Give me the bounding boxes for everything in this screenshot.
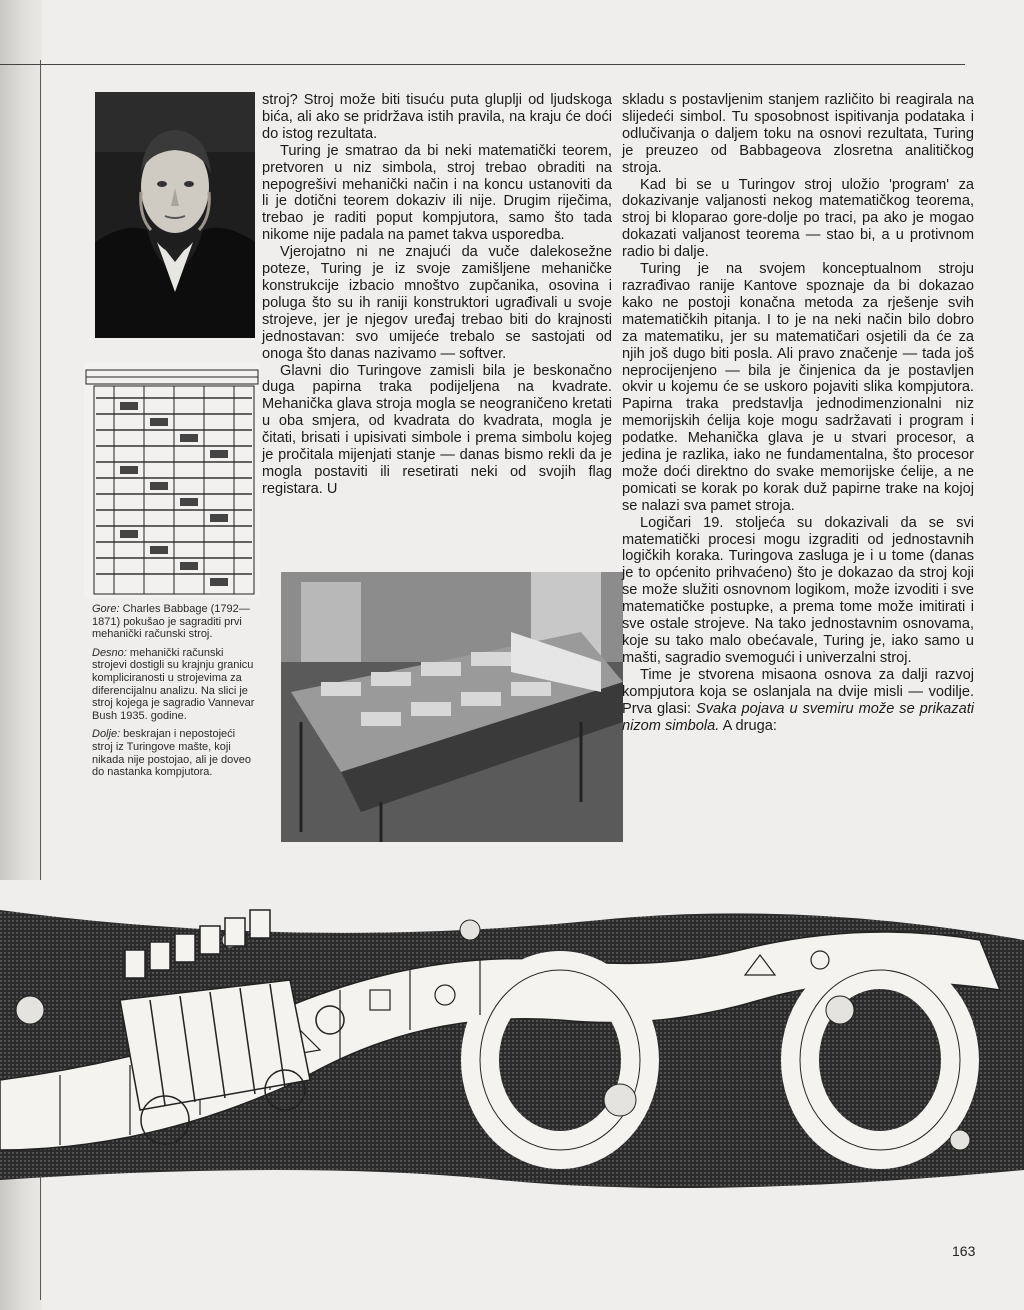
caption-top-text: Charles Babbage (1792—1871) pokušao je sagraditi prvi mehanički računski stroj. (92, 603, 250, 641)
image-captions (92, 603, 256, 785)
babbage-portrait (95, 92, 255, 338)
page-number: 163 (952, 1243, 976, 1259)
caption-right (92, 647, 256, 723)
caption-top-label: Gore: (92, 603, 120, 615)
caption-bottom-text: beskrajan i nepostojeći stroj iz Turingove mašte, koji nikada nije postojao, ali je doveo do nastanka kompjutora. (92, 728, 252, 779)
caption-bottom (92, 728, 256, 778)
caption-right-label: Desno: (92, 646, 127, 659)
caption-right-text: mehanički računski strojevi dostigli su krajnju granicu kompliciranosti u strojevima za diferencijalnu analizu. Na slici je stroj kojega je sagradio Vannevar Bush 1935. godine. (92, 646, 255, 722)
turing-machine-illustration (0, 880, 1024, 1225)
paragraph: skladu s postavljenim stanjem različito bi reagirala na slijedeći simbol. Tu sposobnost ispitivanja podataka i odlučivanja o daljem toku na osnovi rezultata, Turing je preuzeo od Babbageova zlosretna analitičkog stroja. (622, 92, 974, 176)
paragraph-text: Time je stvorena misaona osnova za dalji razvoj kompjutora koja se oslanjala na dvije misli — vodilje. Prva glasi: (622, 666, 974, 717)
differential-analyzer-photo (281, 572, 623, 842)
text-column-middle (262, 92, 612, 498)
paragraph: Vjerojatno ni ne znajući da vuče dalekosežne poteze, Turing je iz svoje zamišljene mehaničke konstrukcije izbacio mnoštvo zupčanika, osovina i poluga što su ih raniji konstruktori ugrađivali u svoje strojeve, jer je njegov uređaj trebao biti do krajnosti jednostavan: svo umijeće trebalo se sastojati od onoga što danas nazivamo — softver. (262, 244, 612, 362)
paragraph: Glavni dio Turingove zamisli bila je beskonačno duga papirna traka podijeljena na kvadrate. Mehanička glava stroja mogla se neograničeno kretati u oba smjera, od kvadrata do kvadrata, mogla je čitati, brisati i upisivati simbole i prema simbolu kojeg je pročitala mijenjati stanje — danas bismo rekli da je mogla postaviti ili resetirati neki od svojih flag registara. U (262, 362, 612, 497)
text-column-right (622, 92, 974, 734)
caption-top (92, 603, 256, 641)
paragraph: stroj? Stroj može biti tisuću puta gluplji od ljudskoga bića, ali ako se pridržava istih pravila, na kraju će doći do istog rezultata. (262, 92, 612, 142)
paragraph: Logičari 19. stoljeća su dokazivali da se svi matematički procesi mogu izgraditi od jednostavnih logičkih koraka. Turingova zasluga je i u tome (danas je to općenito prihvaćeno) što je dokazao da stroj koji se može služiti osnovnom logikom, može izvoditi i sve matematičke postupke, a prema tome može imitirati i sve ostale strojeve. Na tako jednostavnim osnovama, koje su tako malo obećavale, Turing je, iako samo u mašti, sagradio svemogući i univerzalni stroj. (622, 514, 974, 666)
caption-bottom-label: Dolje: (92, 728, 121, 741)
paragraph-text: A druga: (719, 717, 777, 734)
difference-engine-drawing (84, 362, 260, 598)
paragraph: Turing je smatrao da bi neki matematički teorem, pretvoren u niz simbola, stroj trebao obraditi na nepogrešivi mehanički način i na koncu ustanoviti da li je dotični teorem dokaziv ili nije. Drugim riječima, trebao je raditi poput kompjutora, samo što tada nikome nije padala na pamet takva usporedba. (262, 142, 612, 244)
top-rule (0, 64, 965, 65)
paragraph: Kad bi se u Turingov stroj uložio 'program' za dokazivanje valjanosti nekog matematičkog teorema, stroj bi kloparao gore-dolje po traci, pa ako je mogao dokazati valjanost teorema — stao bi, a u protivnom radio bi dalje. (622, 176, 974, 261)
paragraph: Turing je na svojem konceptualnom stroju razrađivao ranije Kantove spoznaje da bi dokazao kako ne postoji konačna metoda za rješenje svih matematičkih pitanja. I to je na neki način bilo dobro za matematiku, jer su matematičari osjetili da će za njih još dugo biti posla. Ali pravo značenje — tada još neprocijenjeno — bila je činjenica da je postavljen okvir u kojemu će se uskoro pojaviti slika kompjutora. Papirna traka predstavlja jednodimenzionalni niz memorijskih ćelija koje mogu sadržavati i program i podatke. Mehanička glava je u stvari procesor, a jedina je razlika, iako ne fundamentalna, što procesor može doći direktno do svake memorijske ćelije, a ne pomicati se korak po korak duž papirne trake na kojoj se nalazi sva pamet stroja. (622, 261, 974, 514)
paragraph (622, 667, 974, 735)
italic-quote: Svaka pojava u svemiru može se prikazati nizom simbola. (622, 700, 975, 734)
